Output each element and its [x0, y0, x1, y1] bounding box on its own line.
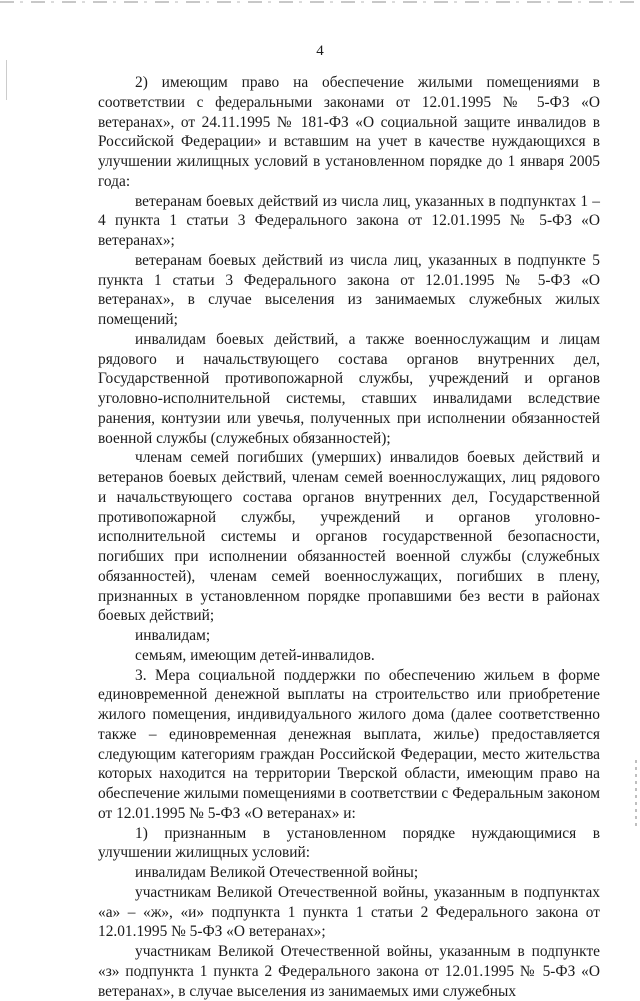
- paragraph-wwii-participants-z: участникам Великой Отечественной войны, указанным в подпункте «з» подпункта 1 пункта 2 Федерального закона от 12.01.1995 № 5-ФЗ «О ветеранах», в случае выселения из занимаемых ими служебных: [98, 943, 600, 1000]
- paragraph-family-members: членам семей погибших (умерших) инвалидов боевых действий и ветеранов боевых действий, членам семей военнослужащих, лиц рядового и начальствующего состава органов внутренних дел, Государственной противопожарной службы, учреждений и органов уголовно-исполнительной системы и органов государственной безопасности, погибших при исполнении обязанностей военной службы (служебных обязанностей), членам семей военнослужащих, погибших в плену, признанных в установленном порядке пропавшими без вести в районах боевых действий;: [98, 449, 600, 625]
- paragraph-item-3: 3. Мера социальной поддержки по обеспечению жильем в форме единовременной денежной выплаты на строительство или приобретение жилого помещения, индивидуального жилого дома (далее соответственно также – единовременная денежная выплата, жилье) предоставляется следующим категориям граждан Российской Федерации, место жительства которых находится на территории Тверской области, имеющим право на обеспечение жилыми помещениями в соответствии с Федеральным законом от 12.01.1995 № 5-ФЗ «О ветеранах» и:: [98, 666, 600, 822]
- document-body: [98, 73, 600, 1001]
- paragraph-item-2: 2) имеющим право на обеспечение жилыми помещениями в соответствии с федеральными законами от 12.01.1995 № 5-ФЗ «О ветеранах», от 24.11.1995 № 181-ФЗ «О социальной защите инвалидов в Российской Федерации» и вставшим на учет в качестве нуждающихся в улучшении жилищных условий в установленном порядке до 1 января 2005 года:: [98, 74, 600, 190]
- paragraph-families-disabled-children: семьям, имеющим детей-инвалидов.: [135, 646, 375, 664]
- page-number: 4: [316, 43, 324, 59]
- paragraph-combat-veterans-1-4: ветеранам боевых действий из числа лиц, указанных в подпунктах 1 – 4 пункта 1 статьи 3 Федерального закона от 12.01.1995 № 5-ФЗ «О ветеранах»;: [98, 192, 600, 249]
- paragraph-wwii-participants-a-zh-i: участникам Великой Отечественной войны, указанным в подпунктах «а» – «ж», «и» подпункта 1 пункта 1 статьи 2 Федерального закона от 12.01.1995 № 5-ФЗ «О ветеранах»;: [98, 883, 600, 941]
- paragraph-combat-invalids: инвалидам боевых действий, а также военнослужащим и лицам рядового и начальствующего состава органов внутренних дел, Государственной противопожарной службы, учреждений и органов уголовно-исполнительной системы, ставших инвалидами вследствие ранения, контузии или увечья, полученных при исполнении обязанностей военной службы (служебных обязанностей);: [98, 330, 600, 447]
- scan-artifact-right-edge: [635, 760, 637, 830]
- paragraph-item-3-1: 1) признанным в установленном порядке нуждающимися в улучшении жилищных условий:: [98, 824, 600, 862]
- scan-artifact-top-edge: [0, 1, 640, 3]
- scan-artifact-left-edge: [6, 60, 7, 100]
- paragraph-invalids: инвалидам;: [135, 627, 211, 644]
- paragraph-combat-veterans-5: ветеранам боевых действий из числа лиц, указанных в подпункте 5 пункта 1 статьи 3 Федерального закона от 12.01.1995 № 5-ФЗ «О ветеранах», в случае выселения из занимаемых служебных жилых помещений;: [98, 251, 600, 328]
- paragraph-wwii-invalids: инвалидам Великой Отечественной войны;: [135, 864, 419, 881]
